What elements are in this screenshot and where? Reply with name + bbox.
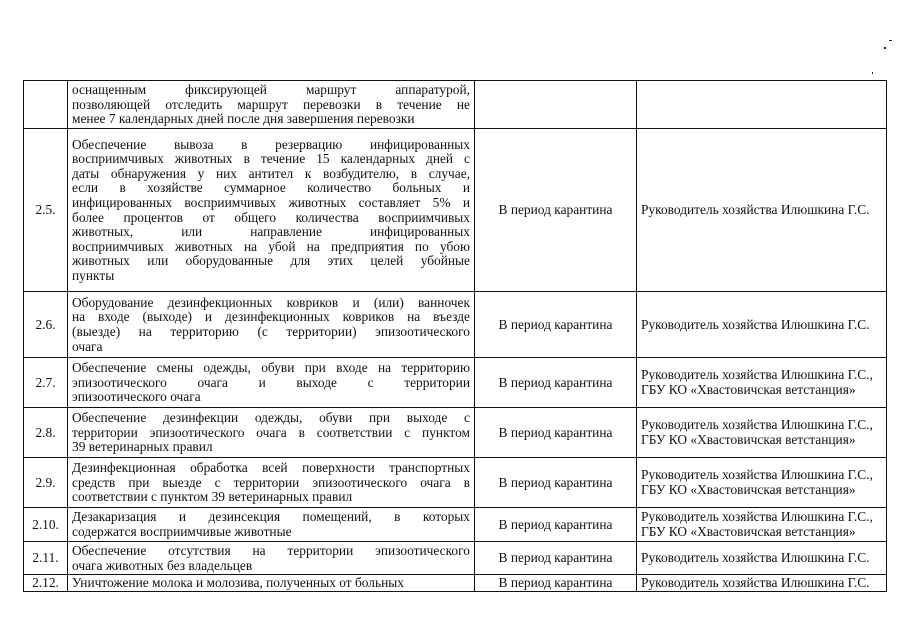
item-number: 2.12. — [24, 575, 68, 592]
description-line: Обеспечение отсутствия на территории эпизоотического — [72, 542, 470, 558]
item-number: 2.11. — [24, 542, 68, 575]
description-line: на входе (выходе) и дезинфекционных ковриков на въезде — [72, 309, 470, 325]
item-number: 2.9. — [24, 458, 68, 508]
responsible-line: Руководитель хозяйства Илюшкина Г.С. — [641, 575, 870, 591]
execution-period: В период карантина — [475, 575, 637, 592]
table-row — [24, 129, 887, 292]
responsible-party — [637, 575, 887, 592]
measure-description — [68, 292, 475, 358]
measures-table-body — [24, 81, 887, 592]
description-line: животных или оборудованные для этих целей убойные — [72, 253, 470, 269]
description-line: Дезинфекционная обработка всей поверхности транспортных — [72, 460, 470, 476]
execution-period: В период карантина — [475, 542, 637, 575]
description-line: содержатся восприимчивые животные — [72, 524, 292, 539]
description-line: очага животных без владельцев — [72, 557, 253, 573]
description-line: эпизоотического очага и выходе с территории — [72, 374, 470, 390]
item-number: 2.7. — [24, 358, 68, 408]
responsible-line: ГБУ КО «Хвастовичская ветстанция» — [641, 524, 856, 539]
description-line: очага — [72, 338, 103, 354]
table-row — [24, 292, 887, 358]
description-line: Дезакаризация и дезинсекция помещений, в которых — [72, 509, 470, 525]
description-line: Оборудование дезинфекционных ковриков и (или) ванночек — [72, 294, 470, 310]
responsible-line: ГБУ КО «Хвастовичская ветстанция» — [641, 482, 856, 497]
execution-period — [475, 81, 637, 129]
measures-table — [23, 80, 887, 592]
execution-period: В период карантина — [475, 292, 637, 358]
description-line: животных, или направление инфицированных — [72, 224, 470, 240]
description-line: эпизоотического очага — [72, 389, 201, 405]
responsible-party — [637, 542, 887, 575]
table-row — [24, 458, 887, 508]
measure-description — [68, 575, 475, 592]
responsible-party — [637, 408, 887, 458]
description-line: даты обнаружения у них антител к возбудителю, в случае, — [72, 165, 470, 181]
responsible-line: Руководитель хозяйства Илюшкина Г.С., — [641, 417, 873, 433]
responsible-line: ГБУ КО «Хвастовичская ветстанция» — [641, 382, 856, 397]
description-line: территории эпизоотического очага в соответствии с пунктом — [72, 424, 470, 440]
responsible-party — [637, 129, 887, 292]
item-number: 2.5. — [24, 129, 68, 292]
measure-description — [68, 129, 475, 292]
table-row — [24, 408, 887, 458]
responsible-party — [637, 81, 887, 129]
description-line: более процентов от общего количества восприимчивых — [72, 209, 470, 225]
measure-description — [68, 508, 475, 542]
execution-period: В период карантина — [475, 458, 637, 508]
responsible-line: Руководитель хозяйства Илюшкина Г.С., — [641, 509, 873, 525]
measure-description — [68, 358, 475, 408]
responsible-line: Руководитель хозяйства Илюшкина Г.С. — [641, 202, 870, 218]
description-line: оснащенным фиксирующей маршрут аппаратурой, — [72, 82, 470, 98]
description-line: Обеспечение смены одежды, обуви при входе на территорию — [72, 360, 470, 376]
responsible-party — [637, 458, 887, 508]
responsible-line: Руководитель хозяйства Илюшкина Г.С. — [641, 316, 870, 332]
table-row — [24, 508, 887, 542]
execution-period: В период карантина — [475, 508, 637, 542]
description-line: Обеспечение вывоза в резервацию инфицированных — [72, 136, 470, 152]
execution-period: В период карантина — [475, 408, 637, 458]
table-row — [24, 81, 887, 129]
description-line: (выезде) на территорию (с территории) эпизоотического — [72, 324, 470, 339]
responsible-line: Руководитель хозяйства Илюшкина Г.С., — [641, 467, 873, 483]
table-row — [24, 358, 887, 408]
measure-description — [68, 81, 475, 129]
description-line: если в хозяйстве суммарное количество больных и — [72, 180, 470, 196]
scan-speck — [872, 72, 873, 74]
description-line: средств при выезде с территории эпизоотического очага в — [72, 474, 470, 490]
execution-period: В период карантина — [475, 358, 637, 408]
item-number: 2.8. — [24, 408, 68, 458]
item-number — [24, 81, 68, 129]
description-line: Обеспечение дезинфекции одежды, обуви при выходе с — [72, 410, 470, 426]
description-line: восприимчивых животных на убой на предприятия по убою — [72, 238, 470, 254]
responsible-party — [637, 292, 887, 358]
scan-speck — [884, 47, 886, 49]
responsible-line: Руководитель хозяйства Илюшкина Г.С. — [641, 550, 870, 566]
item-number: 2.10. — [24, 508, 68, 542]
description-line: 39 ветеринарных правил — [72, 439, 213, 455]
responsible-line: Руководитель хозяйства Илюшкина Г.С., — [641, 367, 873, 383]
measure-description — [68, 542, 475, 575]
responsible-party — [637, 508, 887, 542]
responsible-line: ГБУ КО «Хвастовичская ветстанция» — [641, 432, 856, 447]
execution-period: В период карантина — [475, 129, 637, 292]
item-number: 2.6. — [24, 292, 68, 358]
responsible-party — [637, 358, 887, 408]
description-line: пункты — [72, 267, 115, 283]
measure-description — [68, 458, 475, 508]
description-line: менее 7 календарных дней после дня завершения перевозки — [72, 111, 415, 127]
table-row — [24, 542, 887, 575]
description-line: восприимчивых животных в течение 15 календарных дней с — [72, 151, 470, 167]
description-line: соответствии с пунктом 39 ветеринарных правил — [72, 489, 353, 505]
description-line: Уничтожение молока и молозива, полученных от больных — [72, 575, 404, 591]
measure-description — [68, 408, 475, 458]
scan-speck — [889, 40, 892, 41]
description-line: позволяющей отследить маршрут перевозки в течение не — [72, 96, 470, 112]
description-line: инфицированных восприимчивых животных составляет 5% и — [72, 194, 470, 210]
table-row — [24, 575, 887, 592]
